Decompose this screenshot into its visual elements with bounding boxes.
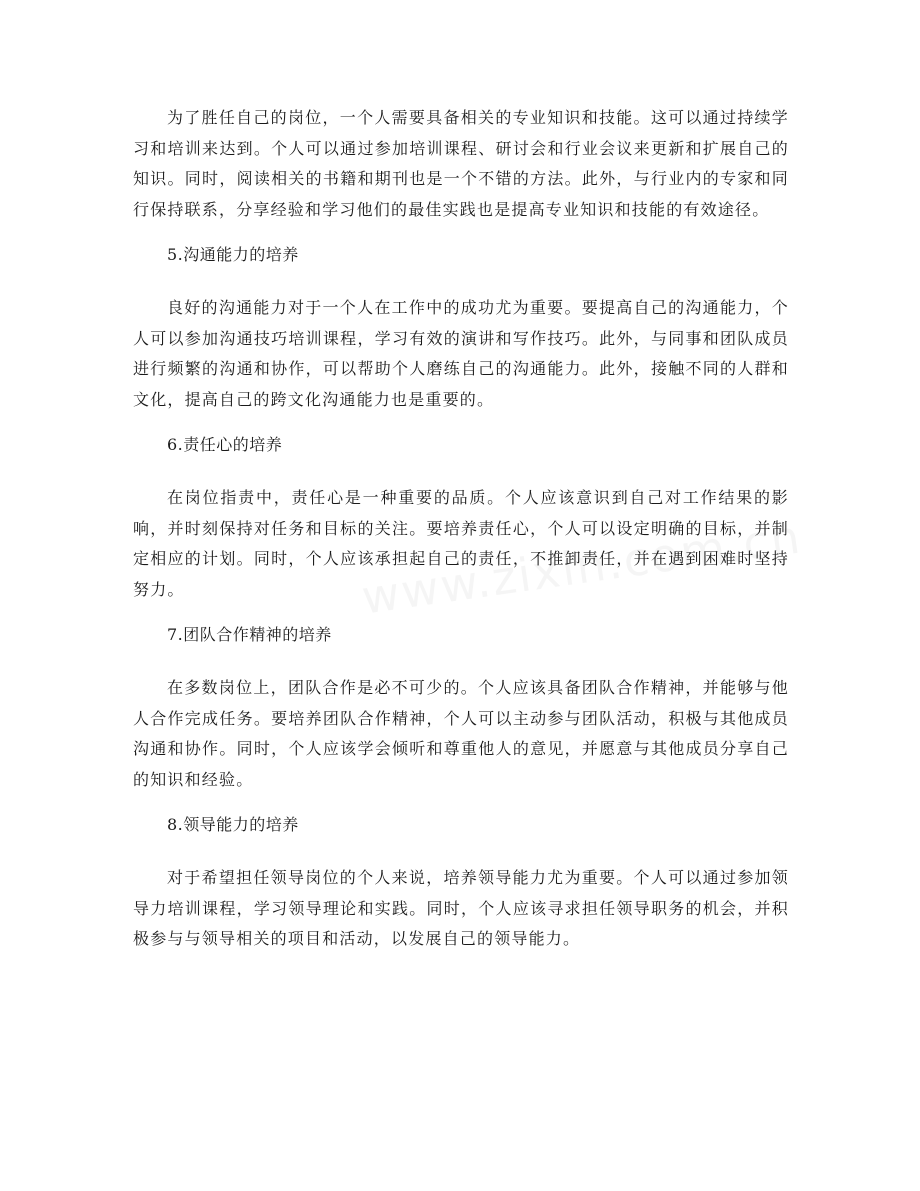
section-heading-responsibility: 6.责任心的培养: [167, 435, 283, 454]
section-paragraph-teamwork: 在多数岗位上，团队合作是必不可少的。个人应该具备团队合作精神，并能够与他人合作完成任务。要培养团队合作精神，个人可以主动参与团队活动，积极与其他成员沟通和协作。同时，个人应该学会倾听和尊重他人的意见，并愿意与其他成员分享自己的知识和经验。: [133, 678, 789, 789]
section-heading-communication: 5.沟通能力的培养: [167, 245, 299, 264]
section-paragraph-responsibility: 在岗位指责中，责任心是一种重要的品质。个人应该意识到自己对工作结果的影响，并时刻保持对任务和目标的关注。要培养责任心，个人可以设定明确的目标，并制定相应的计划。同时，个人应该承担起自己的责任，不推卸责任，并在遇到困难时坚持努力。: [133, 488, 789, 599]
section-paragraph-communication: 良好的沟通能力对于一个人在工作中的成功尤为重要。要提高自己的沟通能力，个人可以参加沟通技巧培训课程，学习有效的演讲和写作技巧。此外，与同事和团队成员进行频繁的沟通和协作，可以帮助个人磨练自己的沟通能力。此外，接触不同的人群和文化，提高自己的跨文化沟通能力也是重要的。: [133, 298, 789, 409]
document-body: [133, 103, 789, 955]
section-heading-teamwork: 7.团队合作精神的培养: [167, 625, 332, 644]
section-paragraph-leadership: 对于希望担任领导岗位的个人来说，培养领导能力尤为重要。个人可以通过参加领导力培训课程，学习领导理论和实践。同时，个人应该寻求担任领导职务的机会，并积极参与与领导相关的项目和活动，以发展自己的领导能力。: [133, 868, 789, 948]
section-heading-leadership: 8.领导能力的培养: [167, 815, 299, 834]
intro-paragraph: 为了胜任自己的岗位，一个人需要具备相关的专业知识和技能。这可以通过持续学习和培训来达到。个人可以通过参加培训课程、研讨会和行业会议来更新和扩展自己的知识。同时，阅读相关的书籍和期刊也是一个不错的方法。此外，与行业内的专家和同行保持联系，分享经验和学习他们的最佳实践也是提高专业知识和技能的有效途径。: [133, 108, 789, 219]
